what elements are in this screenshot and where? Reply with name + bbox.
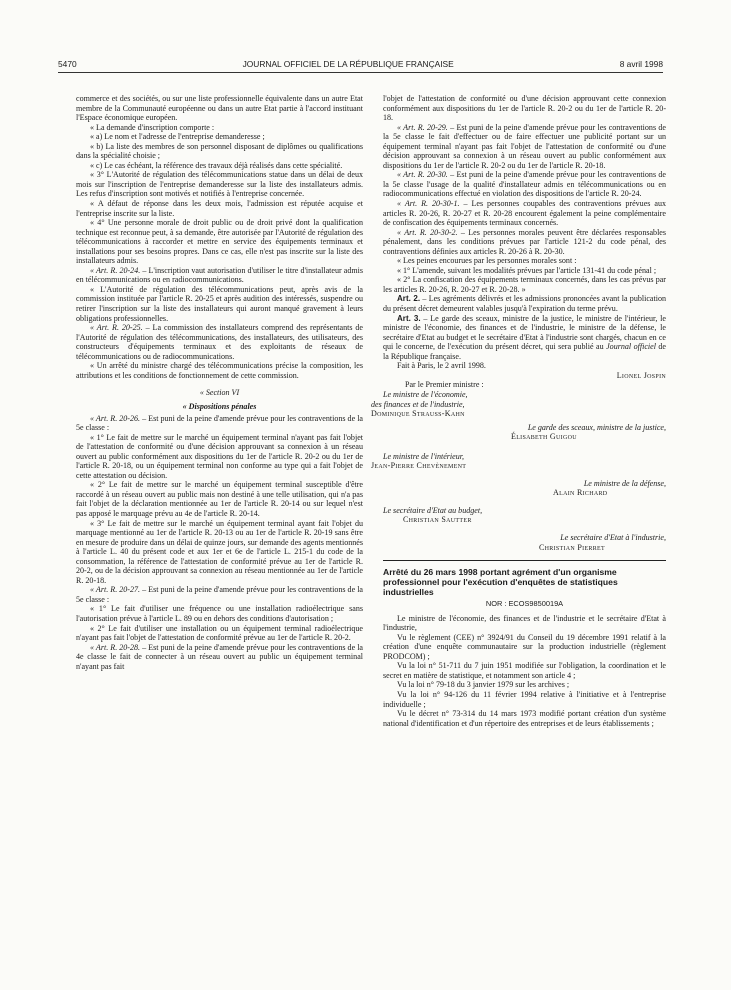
paragraph: « Un arrêté du ministre chargé des télécommunications précise la composition, les attributions et les conditions de fonctionnement de cette commission.	[76, 361, 363, 380]
paragraph: « A défaut de réponse dans les deux mois, l'admission est réputée acquise et l'entreprise inscrite sur la liste.	[76, 199, 363, 218]
paragraph: « b) La liste des membres de son personnel disposant de diplômes ou qualifications dans la spécialité choisie ;	[76, 141, 363, 161]
paragraph: « 1° Le fait de mettre sur le marché un équipement terminal n'ayant pas fait l'objet de l'attestation de conformité ou d'une décision approuvant sa connexion à un réseau ouvert au public conformément aux dispositions du 1er de l'article R. 20-2 ou du 1er de l'article R. 20-18, ou un équipement terminal non conforme au type qui a fait l'objet de cette attestation ou décision.	[76, 432, 363, 480]
paragraph: « La demande d'inscription comporte :	[90, 122, 215, 132]
nor-reference: NOR : ECOS9850019A	[485, 599, 564, 609]
article-reference: « Art. R. 20-24.	[90, 265, 141, 275]
signatory-role: Le ministre de l'économie,	[383, 389, 468, 399]
paragraph: l'objet de l'attestation de conformité ou d'une décision approuvant cette connexion conformément aux dispositions du 1er de l'article R. 20-2 ou du 1er de l'article R. 20-18.	[383, 94, 666, 123]
paragraph: Vu la loi n° 94-126 du 11 février 1994 relative à l'initiative et à l'entreprise individuelle ;	[383, 689, 666, 709]
article-paragraph: « Art. R. 20-30. – Est puni de la peine d'amende prévue pour les contraventions de la 5e classe l'usage de la qualité d'installateur admis en télécommunications ou en radiocommunications effectué en violation des dispositions de l'article R. 20-24.	[383, 170, 666, 199]
paragraph: « 1° L'amende, suivant les modalités prévues par l'article 131-41 du code pénal ;	[397, 265, 657, 275]
paragraph: « 2° Le fait de mettre sur le marché un équipement terminal susceptible d'être raccordé à un réseau ouvert au public mais non destiné à une telle utilisation, qui n'a pas fait l'objet de la déclaration mentionnée au 1er de l'article R. 20-14 ou sur lequel n'est pas apposé le marquage prévu au 4e de l'article R. 20-14.	[76, 480, 363, 518]
article-paragraph: « Art. R. 20-29. – Est puni de la peine d'amende prévue pour les contraventions de la 5e classe le fait d'effectuer ou de faire effectuer une publicité portant sur un équipement terminal n'ayant pas fait l'objet de l'attestation de conformité ou d'une décision approuvant sa connexion à un réseau ouvert au public conformément aux dispositions du 1er de l'article R. 20-2 ou du 1er de l'article R. 20-18.	[383, 122, 666, 170]
signatory-name: Christian Pierret	[539, 542, 605, 552]
paragraph: Vu la loi n° 79-18 du 3 janvier 1979 sur les archives ;	[397, 680, 570, 690]
signatory-role: Le secrétaire d'Etat au budget,	[383, 505, 483, 515]
left-column	[76, 94, 363, 671]
signatory-role: Le garde des sceaux, ministre de la justice,	[527, 422, 666, 432]
signatory-role: Le ministre de l'intérieur,	[383, 451, 464, 461]
issue-date: 8 avril 1998	[619, 59, 663, 69]
article-reference: « Art. R. 20-26.	[90, 413, 141, 423]
paragraph: Vu le décret n° 73-314 du 14 mars 1973 modifié portant création d'un système national d'identification et d'un répertoire des entreprises et de leurs établissements ;	[383, 709, 666, 728]
article-reference: « Art. R. 20-30-1.	[397, 199, 460, 209]
separator-rule	[383, 560, 666, 561]
article-paragraph: « Art. R. 20-27. – Est puni de la peine d'amende prévue pour les contraventions de la 5e classe :	[76, 585, 363, 604]
signatory-name: Jean-Pierre Chevènement	[371, 461, 467, 471]
paragraph: « 2° Le fait d'utiliser une installation ou un équipement terminal radioélectrique n'ayant pas fait l'objet de l'attestation de conformité prévue au 1er de l'article R. 20-2.	[76, 623, 363, 643]
section-heading: « Section VI	[199, 388, 240, 398]
article-paragraph: « Art. R. 20-26. – Est puni de la peine d'amende prévue pour les contraventions de la 5e classe :	[76, 413, 363, 433]
article-label: Art. 3.	[397, 313, 421, 323]
pm-by: Par le Premier ministre :	[405, 380, 484, 390]
paragraph: Le ministre de l'économie, des finances et de l'industrie et le secrétaire d'Etat à l'industrie,	[383, 613, 666, 633]
section-title: « Dispositions pénales	[182, 401, 257, 411]
article-paragraph: « Art. R. 20-24. – L'inscription vaut autorisation d'utiliser le titre d'installateur admis en télécommunications ou en radiocommunications.	[76, 265, 364, 285]
article-paragraph: « Art. R. 20-28. – Est puni de la peine d'amende prévue pour les contraventions de la 4e classe le fait de connecter à un réseau ouvert au public un équipement terminal n'ayant pas fait	[76, 642, 363, 671]
signatory-role: Le secrétaire d'Etat à l'industrie,	[560, 532, 666, 542]
paragraph: Vu le règlement (CEE) n° 3924/91 du Conseil du 19 décembre 1991 relatif à la création d'une enquête communautaire sur la production industrielle (règlement PRODCOM) ;	[383, 632, 666, 661]
signatory-role: des finances et de l'industrie,	[371, 399, 465, 409]
paragraph: « L'Autorité de régulation des télécommunications peut, après avis de la commission instituée par l'article R. 20-25 et après audition des intéressés, suspendre ou retirer l'inscription sur la liste des installateurs qui auront manqué gravement à leurs obligations professionnelles.	[76, 284, 363, 323]
signatory-name: Dominique Strauss-Kahn	[371, 409, 465, 419]
signatory-role: Le ministre de la défense,	[583, 478, 666, 488]
header-rule	[58, 72, 663, 73]
article-reference: « Art. R. 20-27.	[90, 585, 141, 595]
paragraph: « a) Le nom et l'adresse de l'entreprise demanderesse ;	[90, 132, 265, 142]
paragraph: « 3° Le fait de mettre sur le marché un équipement terminal ayant fait l'objet du marquage mentionné au 1er de l'article R. 20-13 ou au 1er de l'article R. 20-19 sans être en mesure de produire dans un délai de quinze jours, sur demande des agents mentionnés à l'article L. 40 du présent code et aux 1er et 6e de l'article L. 215-1 du code de la consommation, la référence de l'attestation de conformité prévue au 1er de l'article R. 20-2, ou de la décision approuvant sa connexion au réseau mentionnée au 1er de l'article R. 20-18.	[76, 518, 363, 585]
article-label: Art. 2.	[397, 294, 421, 304]
journal-officiel-ref: Journal officiel	[606, 342, 656, 352]
journal-title: JOURNAL OFFICIEL DE LA RÉPUBLIQUE FRANÇAISE	[242, 59, 454, 69]
paragraph: « 3° L'Autorité de régulation des télécommunications statue dans un délai de deux mois sur l'inscription de l'entreprise demanderesse sur la liste des installateurs admis. Les refus d'inscription sont motivés et notifiés à l'entreprise concernée.	[76, 170, 363, 199]
article-paragraph: « Art. R. 20-30-1. – Les personnes coupables des contraventions prévues aux articles R. 20-26, R. 20-27 et R. 20-28 encourent également la peine complémentaire de confiscation des équipements terminaux concernés.	[383, 199, 666, 228]
page-number: 5470	[58, 59, 77, 69]
paragraph: « 4° Une personne morale de droit public ou de droit privé dont la qualification technique est reconnue peut, à sa demande, être autorisée par l'Autorité de régulation des télécommunications à raccorder et mettre en service des équipements terminaux et installations pour ses besoins propres. Dans ce cas, elle n'est pas inscrite sur la liste des installateurs admis.	[76, 218, 363, 266]
arrete-title: Arrêté du 26 mars 1998 portant agrément d'un organisme professionnel pour l'exécution d'enquêtes de statistiques industrielles	[383, 567, 618, 598]
article-2: Art. 2. – Les agréments délivrés et les admissions prononcées avant la publication du présent décret demeurent valables jusqu'à l'expiration du terme prévu.	[383, 294, 667, 314]
paragraph: commerce et des sociétés, ou sur une liste professionnelle équivalente dans un autre Etat membre de la Communauté européenne ou dans un autre Etat partie à l'accord instituant l'Espace économique européen.	[76, 94, 363, 123]
article-reference: « Art. R. 20-25.	[90, 323, 143, 333]
paragraph: « c) Le cas échéant, la référence des travaux déjà réalisés dans cette spécialité.	[90, 160, 343, 170]
article-reference: « Art. R. 20-30-2.	[397, 227, 458, 237]
paragraph: « 2° La confiscation des équipements terminaux concernés, dans les cas prévus par les articles R. 20-26, R. 20-27 et R. 20-28. »	[383, 275, 666, 294]
done-at: Fait à Paris, le 2 avril 1998.	[397, 361, 486, 371]
article-paragraph: « Art. R. 20-25. – La commission des installateurs comprend des représentants de l'Autorité de régulation des télécommunications, des installateurs, des utilisateurs, des constructeurs d'équipements terminaux et des exploitants de réseaux de télécommunications ou de radiocommunications.	[76, 323, 363, 361]
page-header	[58, 57, 663, 71]
article-reference: « Art. R. 20-30.	[397, 170, 448, 180]
article-reference: « Art. R. 20-28.	[90, 642, 141, 652]
article-reference: « Art. R. 20-29.	[397, 122, 448, 132]
article-paragraph: « Art. R. 20-30-2. – Les personnes morales peuvent être déclarées responsables pénalement, dans les conditions prévues par l'article 121-2 du code pénal, des contraventions définies aux articles R. 20-26 à R. 20-30.	[383, 227, 667, 256]
signatory-name: Élisabeth Guigou	[511, 432, 577, 442]
article-3: Art. 3. – Le garde des sceaux, ministre de la justice, le ministre de l'intérieur, le ministre de l'économie, des finances et de l'industrie, le ministre de la défense, le secrétaire d'Etat au budget et le secrétaire d'Etat à l'industrie sont chargés, chacun en ce qui le concerne, de l'exécution du présent décret, qui sera publié au Journal officiel de la République française.	[383, 313, 667, 361]
signatory-pm: Lionel Jospin	[616, 370, 666, 380]
paragraph: « Les peines encourues par les personnes morales sont :	[397, 256, 577, 266]
right-column	[371, 94, 667, 728]
signatory-name: Alain Richard	[553, 488, 608, 498]
paragraph: Vu la loi n° 51-711 du 7 juin 1951 modifiée sur l'obligation, la coordination et le secret en matière de statistique, et notamment son article 4 ;	[383, 661, 666, 680]
paragraph: « 1° Le fait d'utiliser une fréquence ou une installation radioélectrique sans l'autorisation prévue à l'article L. 89 ou en dehors des conditions d'autorisation ;	[76, 604, 363, 623]
signatory-name: Christian Sautter	[403, 515, 472, 525]
